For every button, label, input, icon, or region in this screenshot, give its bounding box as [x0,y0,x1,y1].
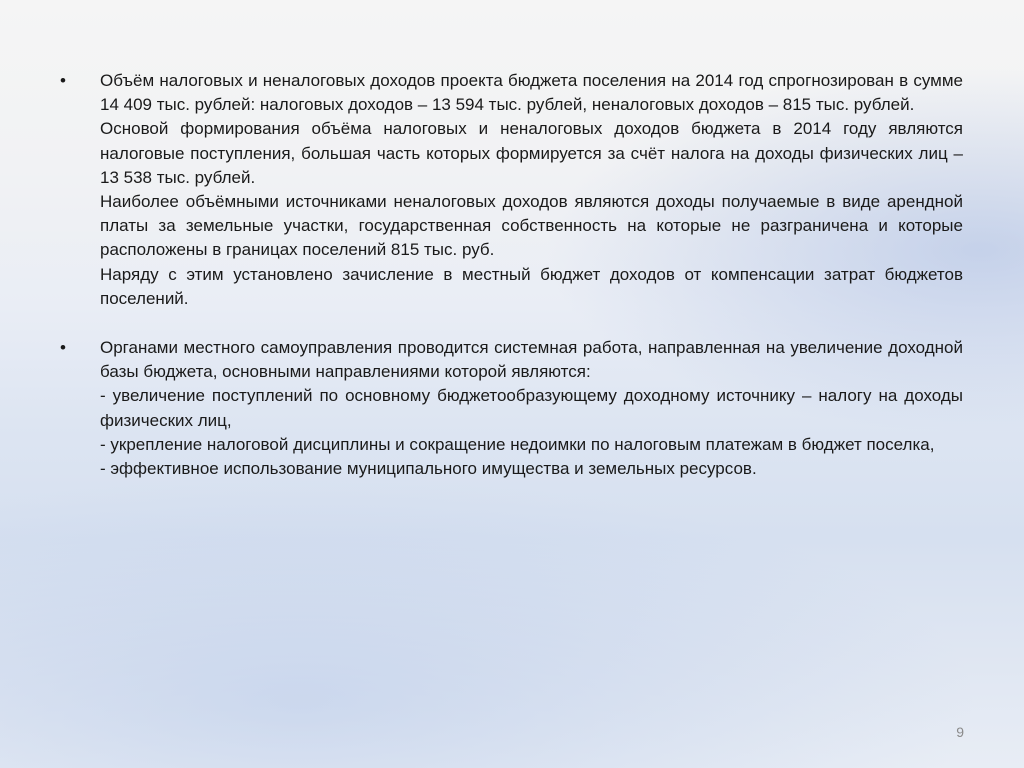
bullet-marker: • [60,338,66,358]
paragraph-nontax-sources: Наиболее объёмными источниками неналоговых доходов являются доходы получаемые в виде арендной платы за земельные участки, государственная собственность на которые не разграничена и которые расположены в границах поселений 815 тыс. руб. [100,192,963,260]
paragraph-revenue-total: Объём налоговых и неналоговых доходов проекта бюджета поселения на 2014 год спрогнозирован в сумме 14 409 тыс. рублей: налоговых доходов – 13 594 тыс. рублей, неналоговых доходов – 815 тыс. рублей. [100,71,963,115]
bullet-marker: • [60,71,66,90]
slide-content [60,69,963,481]
paragraph-cost-compensation: Наряду с этим установлено зачисление в местный бюджет доходов от компенсации затрат бюджетов поселений. [100,264,963,308]
bullet-block-revenue-forecast [60,69,963,311]
list-item-property-use: - эффективное использование муниципального имущества и земельных ресурсов. [100,459,757,479]
bullet-block-revenue-base-work [60,336,963,481]
paragraph-local-government-work: Органами местного самоуправления проводится системная работа, направленная на увеличение доходной базы бюджета, основными направлениями которой являются: [100,338,963,382]
list-item-income-tax-increase: - увеличение поступлений по основному бюджетообразующему доходному источнику – налогу на доходы физических лиц, [100,386,963,430]
list-item-tax-discipline: - укрепление налоговой дисциплины и сокращение недоимки по налоговым платежам в бюджет поселка, [100,434,935,454]
paragraph-tax-revenue-basis: Основой формирования объёма налоговых и неналоговых доходов бюджета в 2014 году являются налоговые поступления, большая часть которых формируется за счёт налога на доходы физических лиц – 13 538 тыс. рублей. [100,119,963,187]
page-number: 9 [956,724,964,740]
